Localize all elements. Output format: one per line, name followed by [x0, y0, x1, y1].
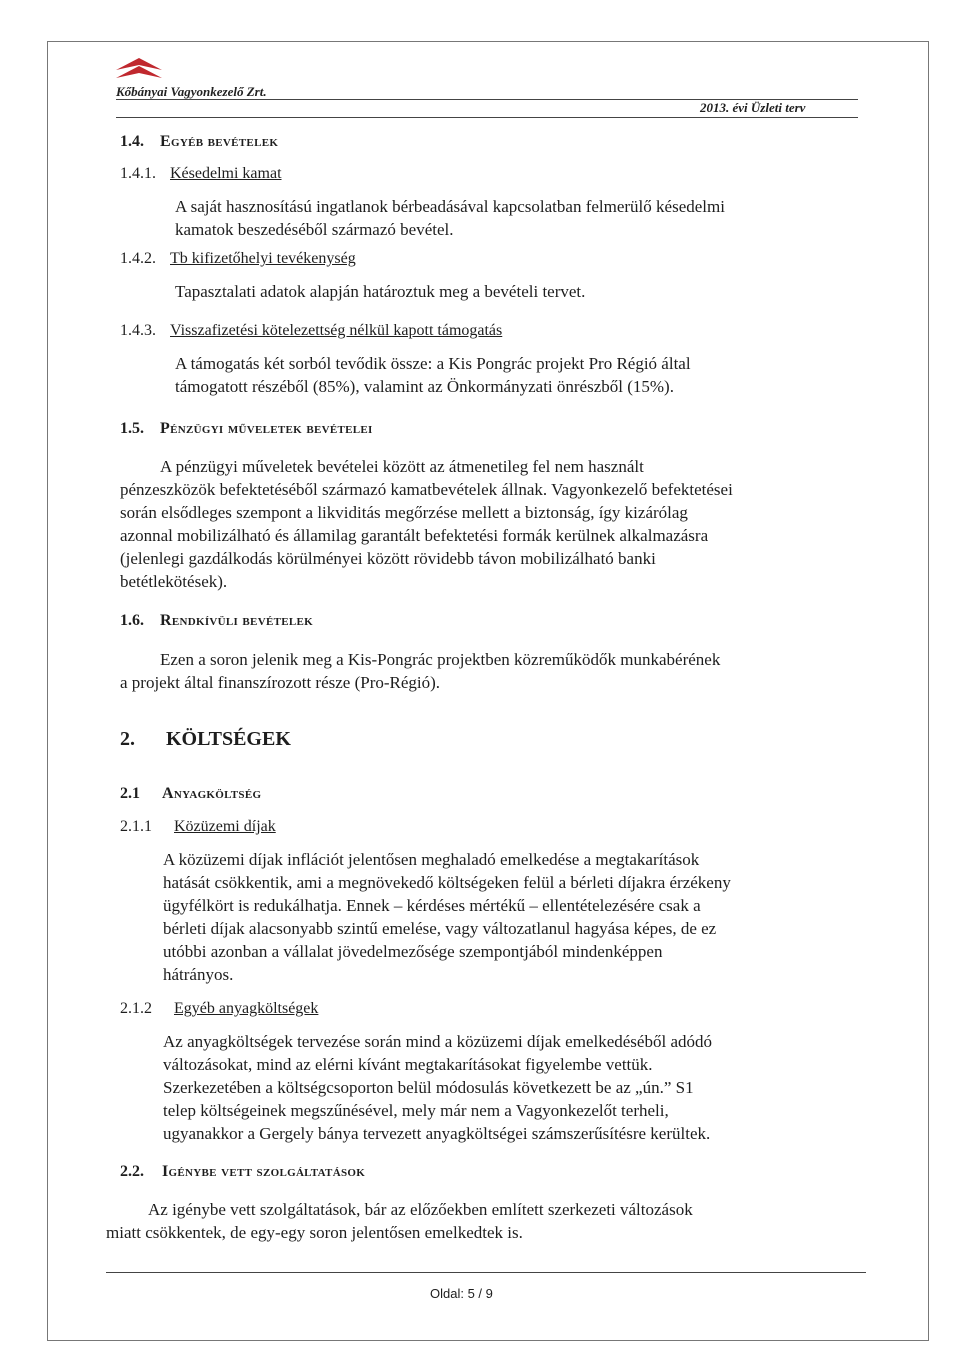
section-2-1-heading: [120, 785, 261, 803]
text-line: Szerkezetében a költségcsoporton belül módosulás következett be az „ún.” S1: [163, 1078, 694, 1097]
footer-divider: [106, 1272, 866, 1273]
text-line: hatását csökkentik, ami a megnövekedő költségeken felül a bérleti díjakra érzékeny: [163, 873, 731, 892]
text-line: utóbbi azonban a vállalat jövedelmezősége szempontjából mindenképpen: [163, 942, 663, 961]
text-line: ügyfélkört is redukálhatja. Ennek – kérdéses mértékű – ellentételezésére csak a: [163, 896, 701, 915]
subsection-2-1-2-heading: [120, 1000, 318, 1018]
subsection-1-4-3-heading: [120, 322, 502, 340]
paragraph-2-1-1: [163, 848, 848, 986]
paragraph-2-1-2: [163, 1030, 848, 1145]
section-number: 2.1: [120, 785, 140, 802]
text-line: támogatott részéből (85%), valamint az Önkormányzati önrészből (15%).: [175, 377, 674, 396]
chapter-2-heading: [120, 728, 291, 751]
text-line: (jelenlegi gazdálkodás körülményei között rövidebb távon mobilizálható banki: [120, 549, 656, 568]
text-line: telep költségeinek megszűnésével, mely már nem a Vagyonkezelőt terheli,: [163, 1101, 669, 1120]
section-title: Egyéb bevételek: [160, 133, 279, 150]
company-name: Kőbányai Vagyonkezelő Zrt.: [116, 84, 267, 99]
text-line: A közüzemi díjak inflációt jelentősen meghaladó emelkedése a megtakarítások: [163, 850, 700, 869]
section-number: 1.5.: [120, 420, 144, 437]
section-2-2-heading: [120, 1163, 365, 1181]
page-number: Oldal: 5 / 9: [430, 1286, 493, 1301]
section-number: 1.4.: [120, 133, 144, 150]
text-line: a projekt által finanszírozott része (Pro-Régió).: [120, 673, 441, 692]
section-number: 2.2.: [120, 1163, 144, 1180]
subsection-title: Egyéb anyagköltségek: [174, 1000, 319, 1017]
text-line: hátrányos.: [163, 965, 234, 984]
paragraph-2-2: [106, 1198, 851, 1244]
text-line: Ezen a soron jelenik meg a Kis-Pongrác projektben közreműködők munkabérének: [160, 650, 721, 669]
text-line: ugyanakkor a Gergely bánya tervezett anyagköltségei számszerűsítésre kerültek.: [163, 1124, 711, 1143]
text-line: Az igénybe vett szolgáltatások, bár az előzőekben említett szerkezeti változások: [148, 1200, 693, 1219]
section-title: Rendkívüli bevételek: [160, 612, 313, 629]
subsection-1-4-1-heading: [120, 165, 282, 183]
text-line: pénzeszközök befektetéséből származó kamatbevételek állnak. Vagyonkezelő befektetései: [120, 480, 733, 499]
section-1-6-heading: [120, 612, 313, 630]
subsection-title: Közüzemi díjak: [174, 818, 276, 835]
text-line: során elsődleges szempont a likviditás megőrzése mellett a biztonság, így kizárólag: [120, 503, 688, 522]
text-line: A saját hasznosítású ingatlanok bérbeadásával kapcsolatban felmerülő késedelmi: [175, 197, 725, 216]
company-logo-icon: [116, 58, 162, 80]
section-1-5-heading: [120, 420, 373, 438]
subsection-2-1-1-heading: [120, 818, 276, 836]
section-title: Pénzügyi műveletek bevételei: [160, 420, 373, 437]
subsection-number: 2.1.2: [120, 1000, 152, 1017]
chapter-title: KÖLTSÉGEK: [166, 728, 291, 750]
subsection-title: Visszafizetési kötelezettség nélkül kapott támogatás: [170, 322, 503, 339]
text-line: Az anyagköltségek tervezése során mind a közüzemi díjak emelkedéséből adódó: [163, 1032, 712, 1051]
text-line: A támogatás két sorból tevődik össze: a Kis Pongrác projekt Pro Régió által: [175, 354, 691, 373]
subsection-1-4-2-heading: [120, 250, 356, 268]
text-line: miatt csökkentek, de egy-egy soron jelentősen emelkedtek is.: [106, 1223, 523, 1242]
section-number: 1.6.: [120, 612, 144, 629]
text-line: változásokat, mind az elérni kívánt megtakarításokat figyelembe vettük.: [163, 1055, 653, 1074]
paragraph-1-5: [120, 455, 850, 593]
subsection-title: Késedelmi kamat: [170, 165, 282, 182]
paragraph-1-4-3: [175, 352, 855, 398]
paragraph-1-6: [120, 648, 850, 694]
section-title: Igénybe vett szolgáltatások: [162, 1163, 366, 1180]
subsection-number: 2.1.1: [120, 818, 152, 835]
text-line: azonnal mobilizálható és államilag garantált befektetési formák kerülnek alkalmazásra: [120, 526, 709, 545]
text-line: betétlekötések).: [120, 572, 228, 591]
plan-title: 2013. évi Üzleti terv: [700, 100, 806, 115]
text-line: Tapasztalati adatok alapján határoztuk meg a bevételi tervet.: [175, 282, 586, 301]
text-line: A pénzügyi műveletek bevételei között az átmenetileg fel nem használt: [160, 457, 644, 476]
text-line: kamatok beszedéséből származó bevétel.: [175, 220, 454, 239]
subsection-number: 1.4.1.: [120, 165, 156, 182]
header-divider-2: [116, 117, 858, 118]
text-line: bérleti díjak alacsonyabb szintű emelése, vagy változatlanul hagyása képes, de ez: [163, 919, 717, 938]
section-1-4-heading: [120, 133, 278, 151]
chapter-number: 2.: [120, 728, 135, 750]
subsection-title: Tb kifizetőhelyi tevékenység: [170, 250, 356, 267]
paragraph-1-4-1: [175, 195, 855, 241]
subsection-number: 1.4.2.: [120, 250, 156, 267]
paragraph-1-4-2: [175, 280, 855, 303]
section-title: Anyagköltség: [162, 785, 262, 802]
subsection-number: 1.4.3.: [120, 322, 156, 339]
